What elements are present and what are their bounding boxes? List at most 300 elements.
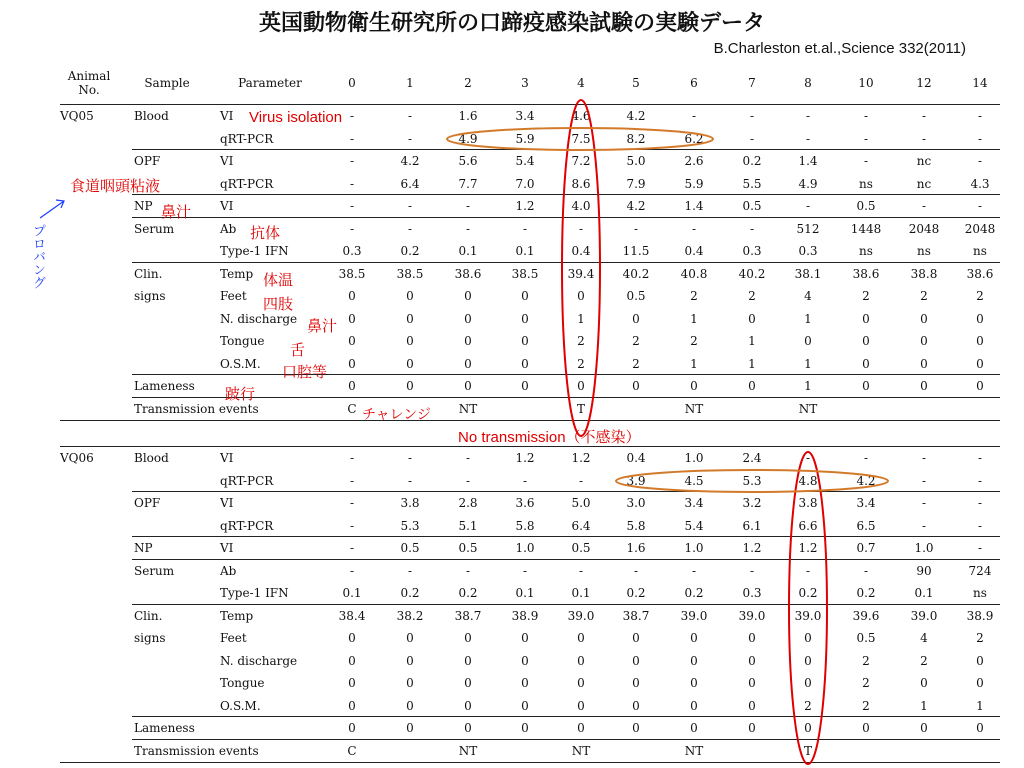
cell-value: NT [684,743,704,758]
cell-value: 0 [632,721,640,735]
parameter-label: Temp [220,266,254,281]
header-day-5: 5 [632,76,640,90]
cell-value: 2048 [908,221,940,236]
cell-value: 1.0 [684,541,704,555]
parameter-label: Feet [220,631,247,645]
cell-value: 0 [577,698,585,713]
cell-value: 0 [632,653,640,668]
cell-value: 0 [577,379,585,393]
cell-value: - [921,451,927,465]
cell-value: 4.6 [571,109,591,123]
cell-value: 5.4 [515,154,535,168]
annotation-no-transmission: No transmission（不感染） [458,429,641,446]
cell-value: - [465,199,471,213]
animal-id: VQ06 [60,451,94,465]
header-parameter: Parameter [238,76,302,90]
sample-label: Blood [134,451,169,465]
highlight-ellipse-vq06-pcr [616,470,888,492]
cell-value: - [863,563,869,578]
cell-value: - [805,451,811,465]
cell-value: 0 [976,676,984,690]
cell-value: nc [916,176,932,191]
parameter-label: Tongue [220,334,265,348]
annotation-lameness-jp: 跛行 [225,385,256,403]
cell-value: 0 [976,334,984,348]
cell-value: 1 [920,698,928,713]
cell-value: 0 [690,379,698,393]
cell-value: 38.5 [396,266,424,281]
cell-value: 0.1 [342,586,362,600]
cell-value: - [465,563,471,578]
cell-value: - [749,563,755,578]
cell-value: 1 [748,356,756,371]
cell-value: 0 [862,311,870,326]
cell-value: - [977,518,983,533]
cell-value: - [407,131,413,146]
cell-value: - [977,154,983,168]
cell-value: - [691,109,697,123]
cell-value: 2 [976,631,984,645]
cell-value: 7.5 [571,131,591,146]
cell-value: 0 [690,653,698,668]
cell-value: 0 [920,356,928,371]
cell-value: 0 [348,289,356,303]
cell-value: 1 [748,334,756,348]
cell-value: - [977,109,983,123]
header-sample: Sample [144,76,190,90]
annotation-ab-jp: 抗体 [250,224,281,242]
cell-value: 38.9 [966,608,994,623]
cell-value: 38.6 [966,266,994,281]
cell-value: 39.0 [680,608,708,623]
cell-value: - [349,131,355,146]
cell-value: - [349,541,355,555]
header-day-14: 14 [972,76,988,90]
cell-value: 0 [632,311,640,326]
cell-value: 1.2 [742,541,762,555]
sample-label: NP [134,541,153,555]
cell-value: 0.3 [798,244,818,258]
parameter-label: Type-1 IFN [220,244,289,258]
cell-value: - [407,451,413,465]
cell-value: 3.6 [515,496,535,510]
cell-value: - [465,221,471,236]
cell-value: 0.3 [742,244,762,258]
cell-value: 39.0 [794,608,822,623]
cell-value: 0 [577,631,585,645]
sample-label: Transmission events [134,743,259,758]
cell-value: 0 [920,311,928,326]
cell-value: - [349,563,355,578]
cell-value: 0 [976,379,984,393]
cell-value: 2 [577,356,585,371]
cell-value: 5.3 [742,473,762,488]
cell-value: 0 [976,653,984,668]
cell-value: 2 [862,698,870,713]
cell-value: 4 [920,631,928,645]
cell-value: 0.2 [400,586,420,600]
cell-value: 38.2 [396,608,424,623]
cell-value: 40.2 [622,266,650,281]
sample-label: Lameness [134,379,195,393]
cell-value: 0 [464,653,472,668]
header-day-0: 0 [348,76,356,90]
cell-value: - [407,109,413,123]
cell-value: - [977,496,983,510]
cell-value: - [805,199,811,213]
cell-value: 0.5 [742,199,762,213]
cell-value: 0.5 [626,289,646,303]
cell-value: 38.4 [338,608,366,623]
cell-value: 40.8 [680,266,708,281]
sample-label: OPF [134,496,161,510]
cell-value: 0 [577,289,585,303]
cell-value: - [349,473,355,488]
cell-value: 0 [748,631,756,645]
cell-value: 8.6 [571,176,591,191]
annotation-feet-jp: 四肢 [263,295,294,313]
cell-value: 5.0 [626,154,646,168]
cell-value: 7.2 [571,154,591,168]
cell-value: 0 [464,334,472,348]
cell-value: 1.2 [798,541,818,555]
cell-value: 2 [862,653,870,668]
cell-value: 0.1 [914,586,934,600]
cell-value: 5.9 [515,131,535,146]
cell-value: 0 [406,631,414,645]
cell-value: 0 [348,698,356,713]
cell-value: 0.5 [856,199,876,213]
cell-value: 2 [976,289,984,303]
cell-value: 1.2 [515,199,535,213]
cell-value: - [349,199,355,213]
cell-value: 11.5 [622,244,650,258]
parameter-label: Feet [220,289,247,303]
cell-value: 0.2 [856,586,876,600]
cell-value: 0.1 [458,244,478,258]
cell-value: 4.8 [798,473,818,488]
cell-value: - [921,199,927,213]
cell-value: 0 [521,289,529,303]
cell-value: - [349,221,355,236]
cell-value: NT [458,401,478,416]
cell-value: 6.4 [400,176,420,191]
cell-value: 0.2 [458,586,478,600]
cell-value: 2 [862,676,870,690]
header-animal-no: Animal No. [67,69,111,97]
cell-value: 0 [464,631,472,645]
cell-value: 0 [521,698,529,713]
cell-value: NT [458,743,478,758]
cell-value: 2.8 [458,496,478,510]
cell-value: 5.5 [742,176,762,191]
cell-value: 0.5 [571,541,591,555]
cell-value: 0 [690,631,698,645]
cell-value: 0 [521,311,529,326]
cell-value: 0 [804,721,812,735]
cell-value: 0 [521,356,529,371]
cell-value: 1.6 [626,541,646,555]
cell-value: - [863,451,869,465]
cell-value: 1.0 [684,451,704,465]
cell-value: 0 [406,653,414,668]
cell-value: - [921,109,927,123]
cell-value: 0 [920,379,928,393]
cell-value: - [349,518,355,533]
cell-value: - [349,176,355,191]
cell-value: 5.9 [684,176,704,191]
cell-value: 1 [690,356,698,371]
cell-value: 0.3 [742,586,762,600]
cell-value: 0.4 [626,451,646,465]
header-day-3: 3 [521,76,529,90]
parameter-label: Ab [220,221,237,236]
cell-value: 6.6 [798,518,818,533]
parameter-label: Type-1 IFN [220,586,289,600]
cell-value: 5.4 [684,518,704,533]
cell-value: - [407,563,413,578]
cell-value: - [465,473,471,488]
cell-value: - [465,451,471,465]
cell-value: - [349,496,355,510]
cell-value: C [347,743,357,758]
sample-label: Clin. [134,266,163,281]
annotation-probang: プロバング [30,224,45,289]
cell-value: 38.8 [910,266,938,281]
cell-value: 0 [577,676,585,690]
cell-value: 5.1 [458,518,478,533]
cell-value: 1.2 [571,451,591,465]
cell-value: 2048 [964,221,996,236]
cell-value: 0 [862,334,870,348]
cell-value: 0 [976,356,984,371]
sample-label: Serum [134,221,175,236]
cell-value: 0 [406,289,414,303]
parameter-label: VI [220,199,234,213]
cell-value: 0 [748,676,756,690]
cell-value: 0 [348,676,356,690]
cell-value: 39.0 [910,608,938,623]
cell-value: 0 [862,721,870,735]
cell-value: 38.7 [454,608,482,623]
cell-value: 0.1 [515,586,535,600]
cell-value: - [805,131,811,146]
cell-value: 38.1 [794,266,822,281]
cell-value: - [805,563,811,578]
cell-value: - [407,221,413,236]
cell-value: 2 [690,289,698,303]
header-day-1: 1 [406,76,414,90]
header-day-10: 10 [858,76,874,90]
cell-value: 3.4 [515,109,535,123]
annotation-challenge-jp: チャレンジ [362,407,431,423]
cell-value: 0 [748,379,756,393]
cell-value: 0 [632,379,640,393]
cell-value: 7.0 [515,176,535,191]
sample-label: Transmission events [134,401,259,416]
cell-value: 0 [348,334,356,348]
cell-value: - [749,131,755,146]
cell-value: 7.7 [458,176,478,191]
cell-value: - [977,541,983,555]
cell-value: 0 [348,631,356,645]
sample-label: NP [134,199,153,213]
cell-value: 0 [804,334,812,348]
parameter-label: VI [220,451,234,465]
cell-value: 3.2 [742,496,762,510]
cell-value: 0.4 [571,244,591,258]
cell-value: 5.0 [571,496,591,510]
header-day-2: 2 [464,76,472,90]
cell-value: 1 [577,311,585,326]
cell-value: 2.6 [684,154,704,168]
cell-value: 0 [804,631,812,645]
cell-value: 0 [348,356,356,371]
cell-value: 0 [748,653,756,668]
parameter-label: N. discharge [220,311,298,326]
cell-value: 1.0 [914,541,934,555]
cell-value: 0 [521,653,529,668]
cell-value: 0 [690,676,698,690]
cell-value: T [803,743,812,758]
cell-value: 0.2 [684,586,704,600]
cell-value: 0 [976,721,984,735]
cell-value: 4.3 [970,176,990,191]
cell-value: 3.8 [798,496,818,510]
cell-value: 0 [862,356,870,371]
cell-value: 4.2 [626,199,646,213]
sample-label: Serum [134,563,175,578]
cell-value: 5.8 [626,518,646,533]
cell-value: 0 [348,379,356,393]
cell-value: 0 [406,356,414,371]
cell-value: - [977,199,983,213]
cell-value: NT [571,743,591,758]
cell-value: 0.7 [856,541,876,555]
cell-value: 0 [521,334,529,348]
cell-value: 0 [748,721,756,735]
sample-label: Clin. [134,608,163,623]
cell-value: - [921,518,927,533]
cell-value: 0.5 [856,631,876,645]
cell-value: 2 [632,334,640,348]
cell-value: 0 [920,334,928,348]
cell-value: 0 [464,289,472,303]
annotation-osm-jp: 口腔等 [282,363,328,381]
header-day-7: 7 [748,76,756,90]
cell-value: - [977,131,983,146]
header-day-4: 4 [577,76,585,90]
cell-value: 1.0 [515,541,535,555]
highlight-ellipse-day8 [789,452,827,764]
cell-value: 38.9 [511,608,539,623]
parameter-label: VI [220,496,234,510]
cell-value: 0 [521,721,529,735]
parameter-label: VI [220,109,234,123]
cell-value: 0 [521,379,529,393]
cell-value: 5.3 [400,518,420,533]
cell-value: 6.2 [684,131,704,146]
cell-value: 2 [920,653,928,668]
cell-value: 0 [920,721,928,735]
cell-value: 512 [796,221,820,236]
cell-value: 4.9 [458,131,478,146]
cell-value: - [921,131,927,146]
cell-value: ns [917,244,931,258]
cell-value: 2 [577,334,585,348]
cell-value: 0 [976,311,984,326]
page-title: 英国動物衛生研究所の口蹄疫感染試験の実験データ [258,11,765,36]
sample-label: signs [134,289,166,303]
cell-value: 0 [406,721,414,735]
cell-value: 1 [804,379,812,393]
cell-value: - [691,563,697,578]
cell-value: 2 [690,334,698,348]
cell-value: 0 [406,676,414,690]
cell-value: ns [859,176,873,191]
cell-value: 4.9 [798,176,818,191]
cell-value: 0 [406,334,414,348]
cell-value: 3.4 [684,496,704,510]
cell-value: 3.8 [400,496,420,510]
cell-value: 0 [464,356,472,371]
cell-value: 39.0 [567,608,595,623]
sample-label: Blood [134,109,169,123]
cell-value: 0.2 [400,244,420,258]
cell-value: - [977,473,983,488]
cell-value: - [921,473,927,488]
cell-value: 4.2 [400,154,420,168]
cell-value: 0 [348,721,356,735]
cell-value: C [347,401,357,416]
cell-value: 2.4 [742,451,762,465]
cell-value: 0.2 [626,586,646,600]
cell-value: 2 [632,356,640,371]
cell-value: 6.5 [856,518,876,533]
cell-value: 1 [804,356,812,371]
cell-value: 1 [690,311,698,326]
annotation-np-jp: 鼻汁 [161,203,192,221]
header-day-6: 6 [690,76,698,90]
cell-value: 724 [968,563,992,578]
highlight-ellipse-vq05-pcr [447,128,713,150]
parameter-label: O.S.M. [220,698,261,713]
cell-value: 2 [920,289,928,303]
cell-value: 0.5 [400,541,420,555]
cell-value: - [633,563,639,578]
cell-value: 90 [916,563,932,578]
cell-value: 1.4 [684,199,704,213]
cell-value: 1 [804,311,812,326]
cell-value: 0 [406,698,414,713]
cell-value: 7.9 [626,176,646,191]
cell-value: - [522,473,528,488]
cell-value: 4.5 [684,473,704,488]
cell-value: 1.6 [458,109,478,123]
cell-value: 1448 [850,221,882,236]
cell-value: - [522,563,528,578]
cell-value: 0 [464,721,472,735]
cell-value: - [578,221,584,236]
cell-value: - [349,451,355,465]
cell-value: 0 [406,379,414,393]
cell-value: - [749,109,755,123]
cell-value: - [349,154,355,168]
cell-value: 38.7 [622,608,650,623]
cell-value: - [578,473,584,488]
annotation-tongue-jp: 舌 [290,341,306,359]
cell-value: - [578,563,584,578]
